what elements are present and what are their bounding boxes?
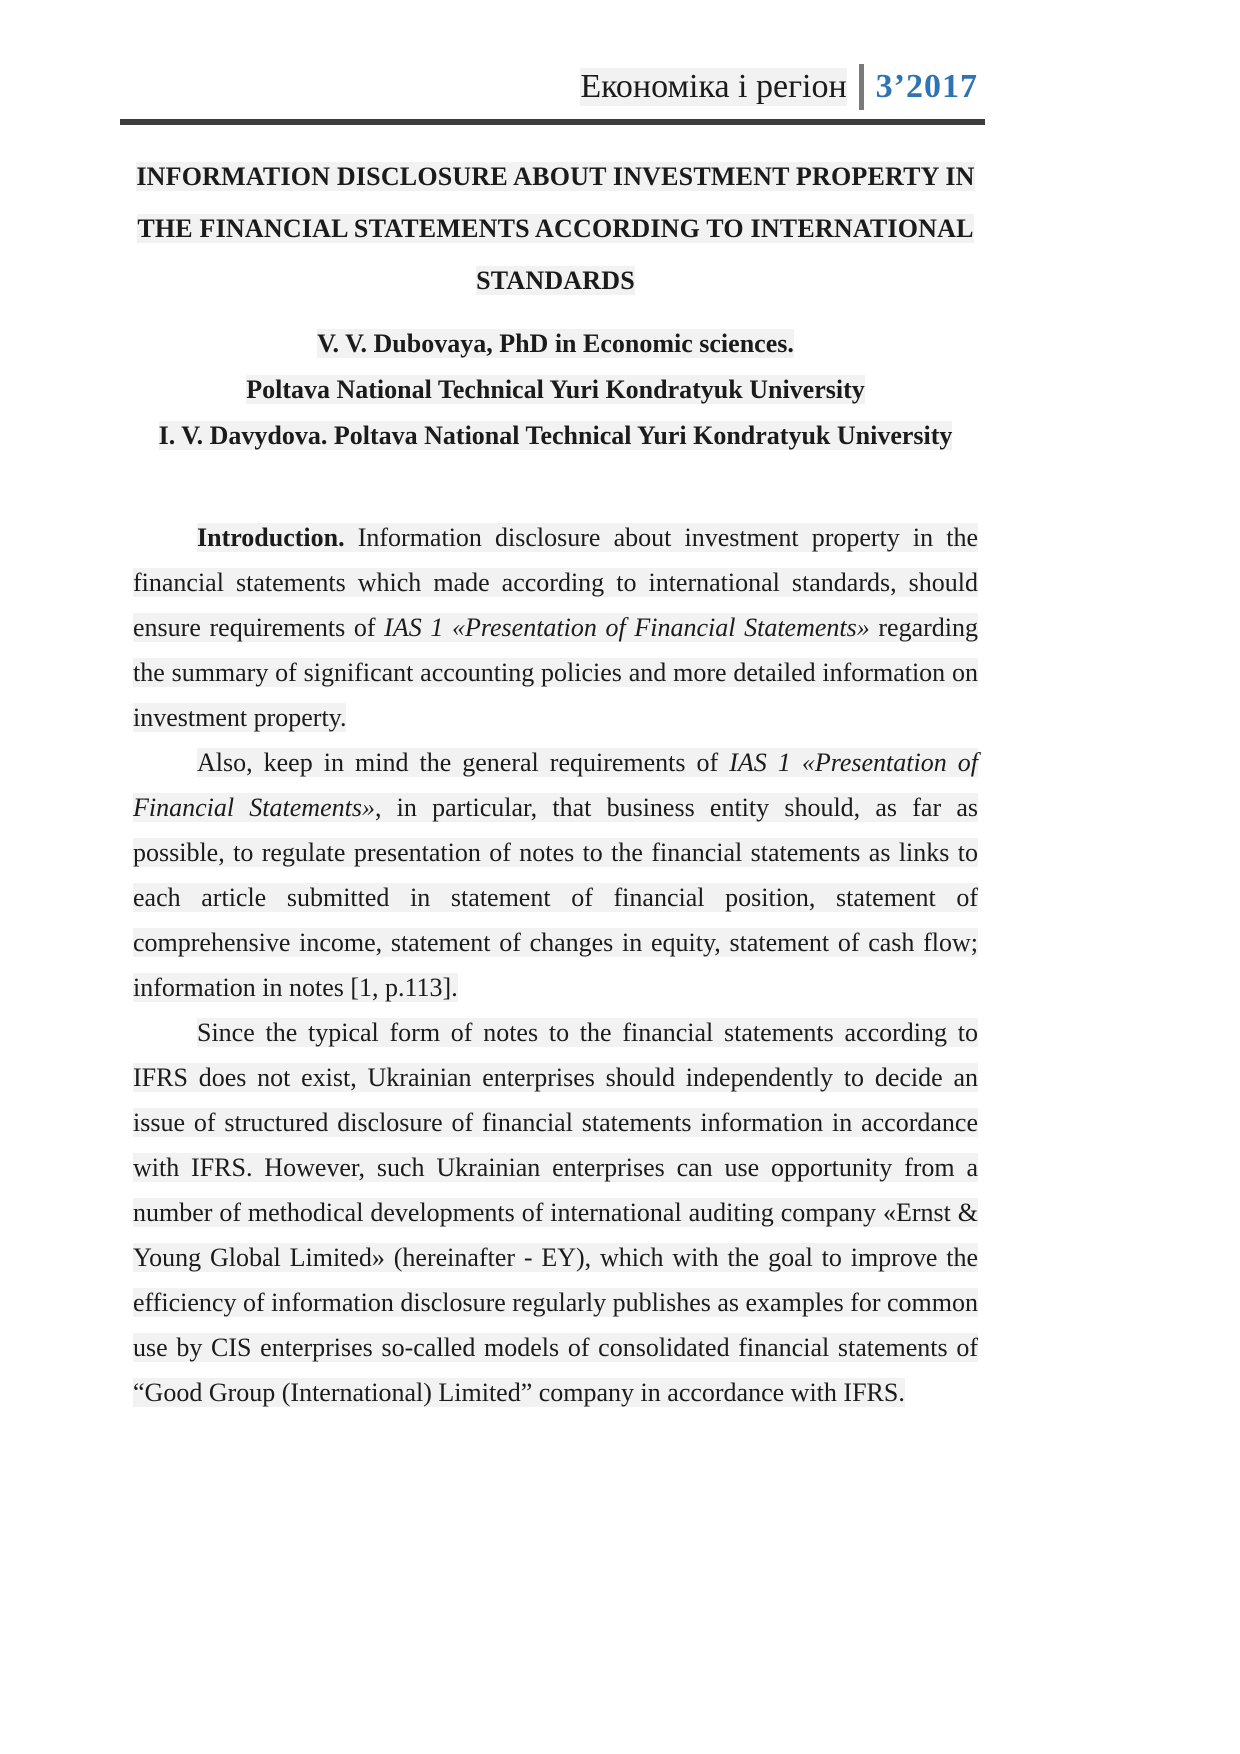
journal-name: Економіка і регіон bbox=[580, 68, 847, 106]
paragraph-run: Since the typical form of notes to the financial statements according to IFRS does not exist, Ukrainian enterprises should independently to decide an issue of structured disclosure of financial statements information in accordance with IFRS. However, such Ukrainian enterprises can use opportunity from a number of methodical developments of international auditing company «Ernst & Young Global Limited» (hereinafter - EY), which with the goal to improve the efficiency of information disclosure regularly publishes as examples for common use by CIS enterprises so-called models of consolidated financial statements of “Good Group (International) Limited” company in accordance with IFRS. bbox=[133, 1018, 978, 1407]
paragraph-run: regarding the summary of significant accounting policies and more detailed information on investment property. bbox=[133, 613, 979, 732]
body-paragraph bbox=[133, 740, 978, 1010]
paragraph-run: Introduction. bbox=[197, 523, 358, 552]
author-affiliation-text: Poltava National Technical Yuri Kondratyuk University bbox=[246, 375, 865, 404]
body-paragraph bbox=[133, 515, 978, 740]
journal-header bbox=[133, 64, 978, 110]
author-line-text: I. V. Davydova. Poltava National Technical Yuri Kondratyuk University bbox=[158, 421, 953, 450]
header-divider bbox=[859, 64, 864, 110]
article-title bbox=[133, 151, 978, 307]
issue-number: 3’2017 bbox=[875, 68, 978, 106]
article-body bbox=[133, 515, 978, 1415]
body-paragraph bbox=[133, 1010, 978, 1415]
paragraph-run: IAS 1 «Presentation of Financial Statements» bbox=[384, 613, 870, 642]
paragraph-run: Information disclosure about investment property in the financial statements which made according to international standards, should ensure requirements of bbox=[133, 523, 979, 642]
header-rule bbox=[120, 119, 985, 125]
article-title-text: INFORMATION DISCLOSURE ABOUT INVESTMENT PROPERTY IN THE FINANCIAL STATEMENTS ACCORDING TO INTERNATIONAL STANDARDS bbox=[136, 162, 975, 295]
author-line bbox=[133, 321, 978, 367]
paragraph-run: Also, keep in mind the general requirements of bbox=[197, 748, 730, 777]
author-line bbox=[133, 413, 978, 459]
paragraph-run: , in particular, that business entity should, as far as possible, to regulate presentation of notes to the financial statements as links to each article submitted in statement of financial position, statement of comprehensive income, statement of changes in equity, statement of cash flow; information in notes [1, p.113]. bbox=[133, 793, 978, 1002]
authors-block bbox=[133, 321, 978, 459]
author-affiliation bbox=[133, 367, 978, 413]
paragraph-run: IAS 1 «Presentation of Financial Statements» bbox=[133, 748, 978, 822]
author-line-text: V. V. Dubovaya, PhD in Economic sciences. bbox=[317, 329, 794, 358]
